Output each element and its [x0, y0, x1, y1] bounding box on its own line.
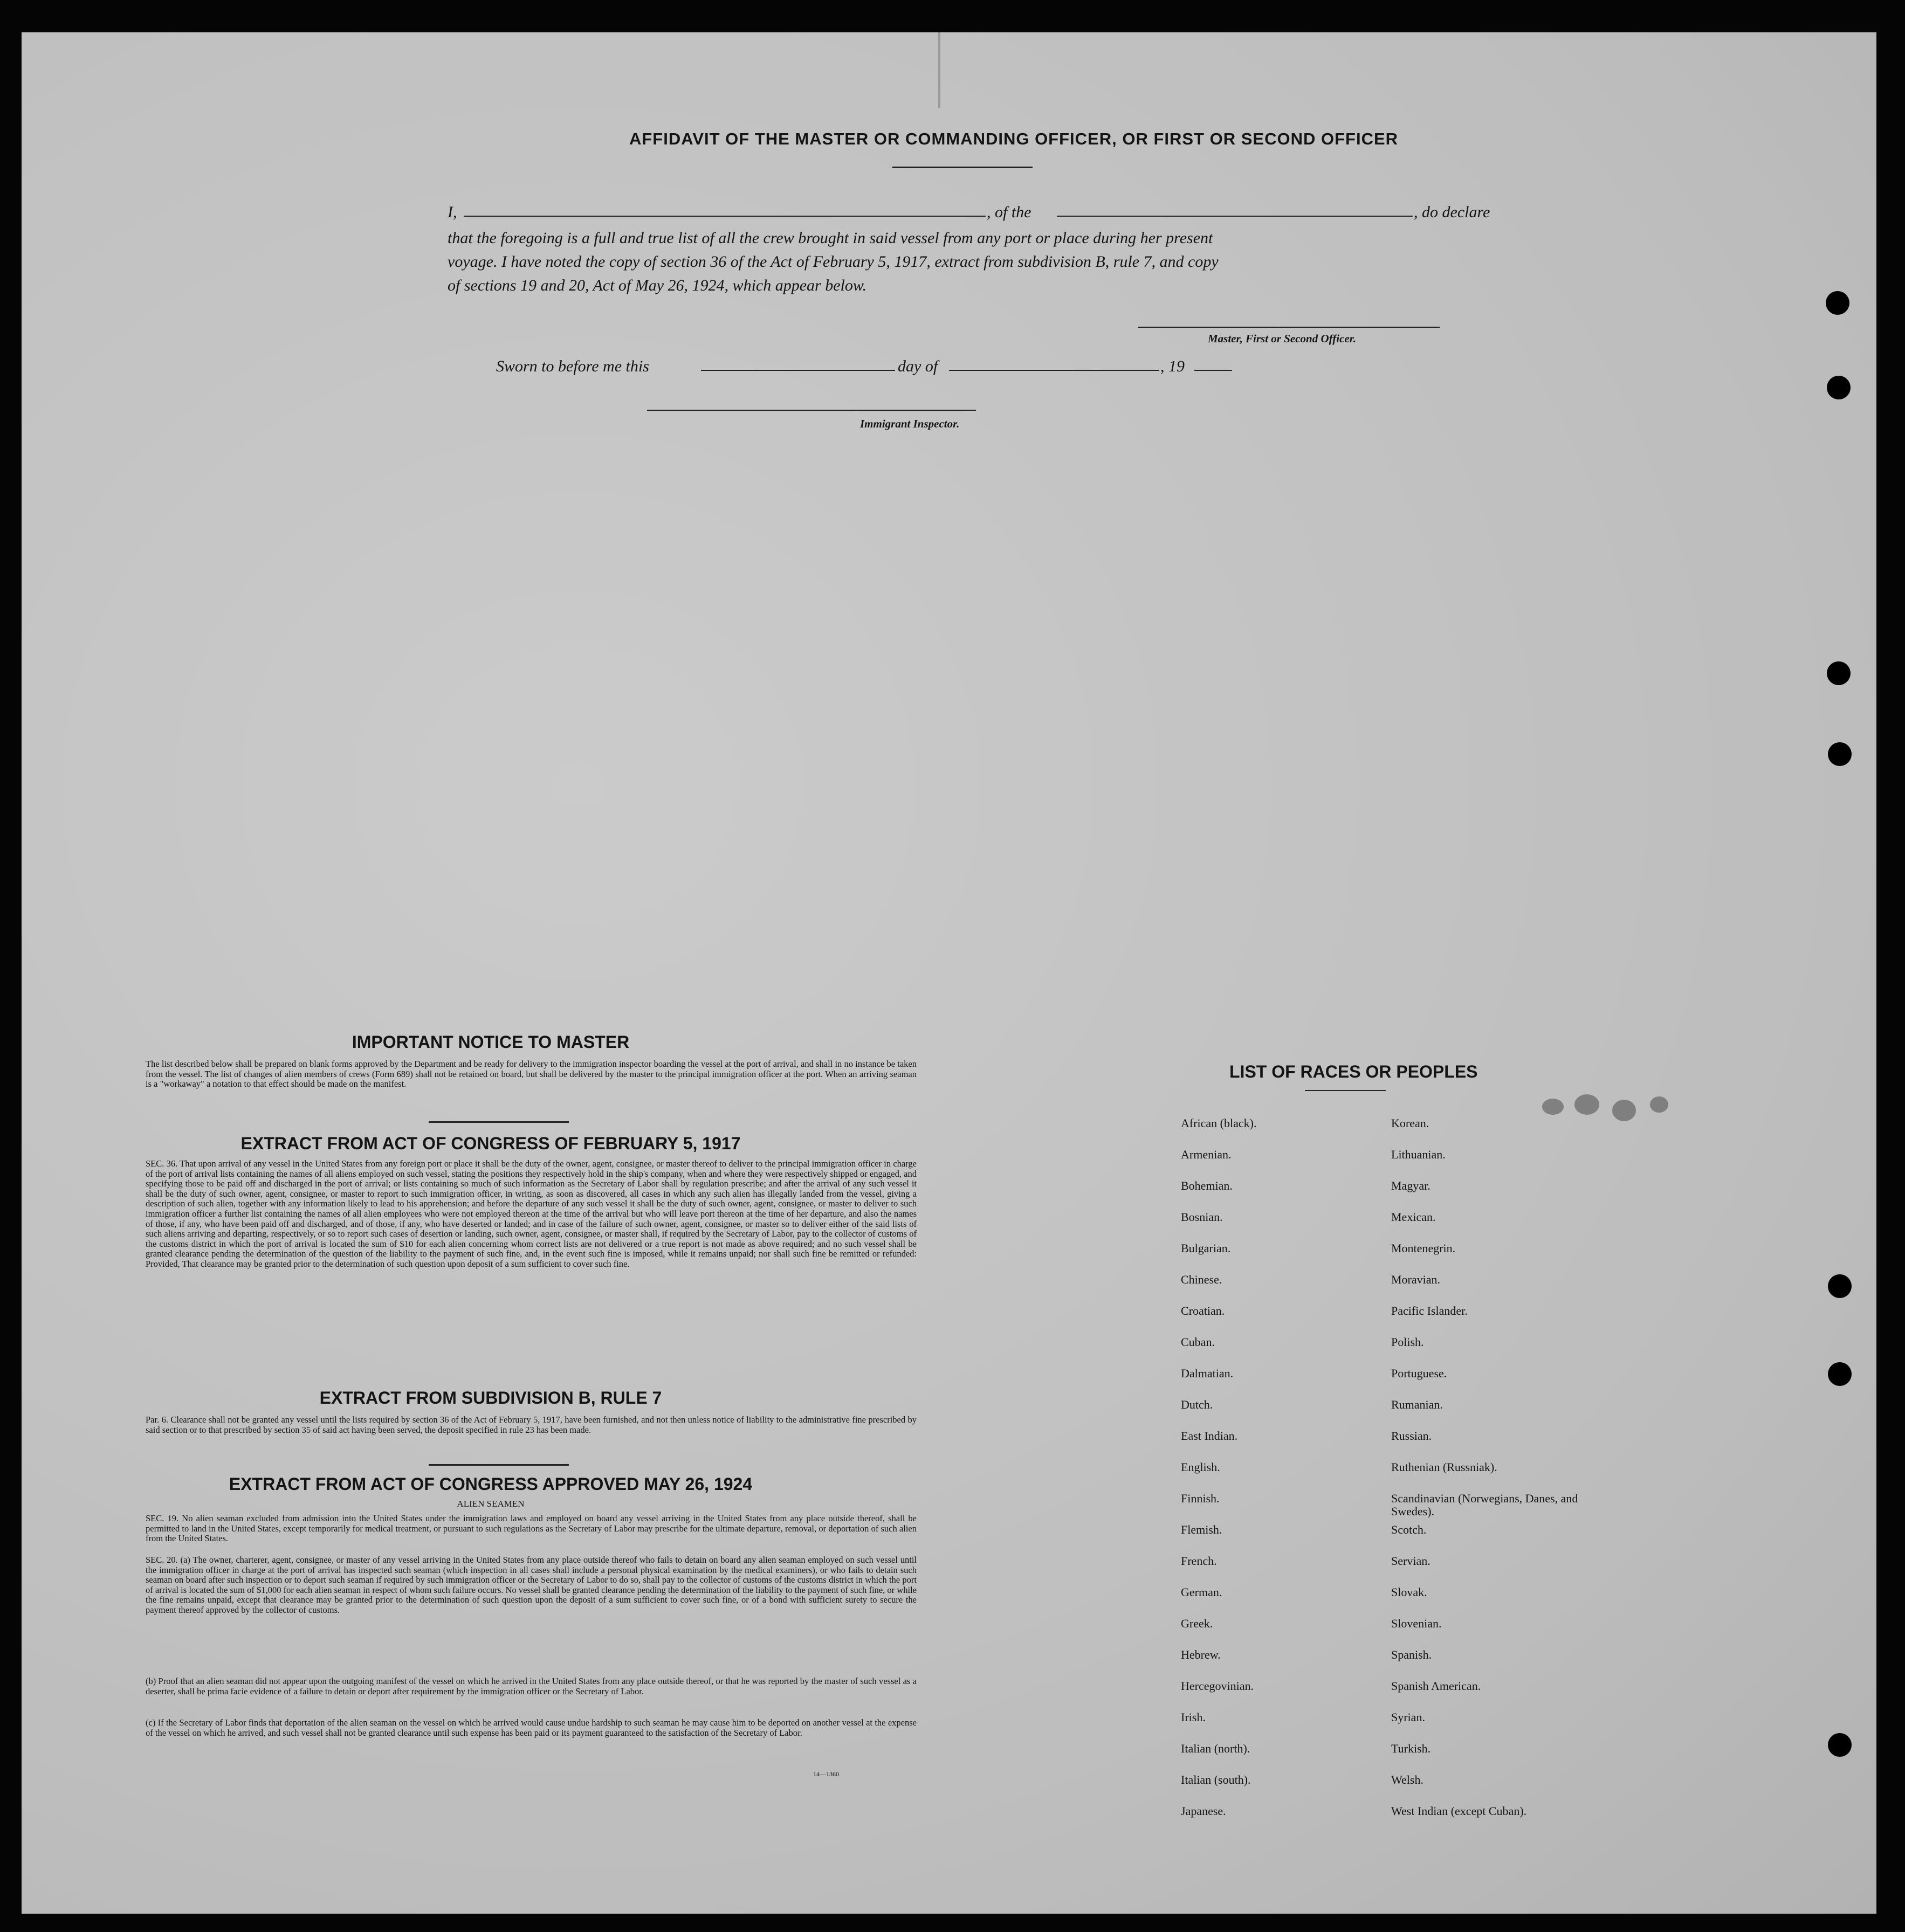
extract-1924-sec20b: (b) Proof that an alien seaman did not appear upon the outgoing manifest of the vessel on which he arrived in the United States from any place outside thereof, or that he was reported by the master of such vessel as a deserter, shall be prima facie evidence of a failure to detain or deport after requirement by the immigration officer or the Secretary of Labor.: [146, 1676, 917, 1696]
binder-hole: [1828, 1733, 1852, 1757]
race-item: Hercegovinian.: [1181, 1679, 1254, 1693]
race-item: Chinese.: [1181, 1273, 1222, 1286]
race-item: Slovak.: [1391, 1585, 1427, 1599]
race-item: Slovenian.: [1391, 1617, 1442, 1630]
title-rule: [892, 167, 1033, 168]
sworn-year-label: , 19: [1160, 357, 1185, 375]
sworn-prefix: Sworn to before me this: [496, 357, 649, 375]
binder-hole: [1827, 661, 1851, 685]
master-label: Master, First or Second Officer.: [1208, 332, 1356, 345]
affidavit-body-line1: that the foregoing is a full and true list of all the crew brought in said vessel from any port or place during her present: [448, 229, 1213, 247]
sworn-month-line: [949, 370, 1159, 371]
race-item: Scotch.: [1391, 1523, 1427, 1536]
race-item: Syrian.: [1391, 1710, 1425, 1724]
race-item: Turkish.: [1391, 1742, 1431, 1755]
race-item: Dutch.: [1181, 1398, 1213, 1411]
race-item: Scandinavian (Norwegians, Danes, and Swedes).: [1391, 1492, 1578, 1518]
race-item: Korean.: [1391, 1116, 1429, 1130]
vessel-blank-line: [1057, 216, 1413, 217]
sworn-day-label: day of: [898, 357, 938, 375]
binder-hole: [1828, 1274, 1852, 1298]
race-item: Irish.: [1181, 1710, 1206, 1724]
extract-1924-sec19: SEC. 19. No alien seaman excluded from admission into the United States under the immigration laws and employed on board any vessel arriving in the United States from any place outside thereof, shall be permitted to land in the United States, except temporarily for medical treatment, or pursuant to such regulations as the Secretary of Labor may prescribe for the ultimate departure, removal, or deportation of such alien from the United States.: [146, 1513, 917, 1544]
declare-end: , do declare: [1414, 203, 1490, 221]
race-item: Rumanian.: [1391, 1398, 1443, 1411]
form-number: 14—1360: [813, 1770, 839, 1778]
race-item: Armenian.: [1181, 1148, 1232, 1161]
race-item: Greek.: [1181, 1617, 1213, 1630]
name-blank-line: [464, 216, 986, 217]
extract-1924-title: EXTRACT FROM ACT OF CONGRESS APPROVED MAY 26, 1924: [229, 1474, 753, 1494]
document-page: [22, 32, 1876, 1914]
race-item: Dalmatian.: [1181, 1367, 1234, 1380]
notice-title: IMPORTANT NOTICE TO MASTER: [352, 1032, 630, 1052]
race-item: Japanese.: [1181, 1804, 1226, 1818]
race-item: Portuguese.: [1391, 1367, 1447, 1380]
race-item: Pacific Islander.: [1391, 1304, 1468, 1317]
race-item: West Indian (except Cuban).: [1391, 1804, 1527, 1818]
sworn-day-line: [701, 370, 895, 371]
affidavit-title: AFFIDAVIT OF THE MASTER OR COMMANDING OFFICER, OR FIRST OR SECOND OFFICER: [629, 129, 1399, 148]
race-item: African (black).: [1181, 1116, 1257, 1130]
race-item: Bohemian.: [1181, 1179, 1233, 1192]
race-item: Bosnian.: [1181, 1210, 1223, 1224]
race-item: Finnish.: [1181, 1492, 1220, 1505]
page-fold: [938, 32, 940, 108]
extract-1924-sec20c: (c) If the Secretary of Labor finds that deportation of the alien seaman on the vessel on which he arrived would cause undue hardship to such seaman he may cause him to be deported on another vessel at the expense of the vessel on which he arrived, and such vessel shall not be granted clearance until such expense has been paid or its payment guaranteed to the satisfaction of the Secretary of Labor.: [146, 1717, 917, 1738]
race-item: Montenegrin.: [1391, 1241, 1456, 1255]
binder-hole: [1828, 1362, 1852, 1386]
race-item: East Indian.: [1181, 1429, 1238, 1443]
sworn-year-line: [1194, 370, 1232, 371]
race-item: Spanish American.: [1391, 1679, 1481, 1693]
race-item: Spanish.: [1391, 1648, 1432, 1661]
inspector-signature-line: [647, 410, 976, 411]
race-item: French.: [1181, 1554, 1217, 1568]
race-item: Flemish.: [1181, 1523, 1222, 1536]
extract-rule7-title: EXTRACT FROM SUBDIVISION B, RULE 7: [319, 1388, 662, 1407]
race-item: Polish.: [1391, 1335, 1424, 1349]
races-title: LIST OF RACES OR PEOPLES: [1229, 1062, 1478, 1081]
binder-hole: [1827, 376, 1851, 399]
race-item: Hebrew.: [1181, 1648, 1221, 1661]
race-item: Ruthenian (Russniak).: [1391, 1460, 1497, 1474]
race-item: Lithuanian.: [1391, 1148, 1446, 1161]
affidavit-body-line3: of sections 19 and 20, Act of May 26, 1924, which appear below.: [448, 277, 867, 294]
inspector-label: Immigrant Inspector.: [860, 417, 960, 430]
race-item: Croatian.: [1181, 1304, 1225, 1317]
binder-hole: [1828, 742, 1852, 766]
notice-rule: [429, 1121, 569, 1123]
race-item: Moravian.: [1391, 1273, 1441, 1286]
race-item: German.: [1181, 1585, 1222, 1599]
ink-stain: [1542, 1089, 1682, 1121]
race-item: Italian (south).: [1181, 1773, 1251, 1786]
race-item: English.: [1181, 1460, 1220, 1474]
affidavit-body-line2: voyage. I have noted the copy of section 36 of the Act of February 5, 1917, extract from subdivision B, rule 7, and copy: [448, 253, 1219, 271]
race-item: Russian.: [1391, 1429, 1432, 1443]
binder-hole: [1826, 291, 1849, 315]
race-item: Italian (north).: [1181, 1742, 1250, 1755]
races-title-rule: [1305, 1090, 1386, 1091]
race-item: Welsh.: [1391, 1773, 1423, 1786]
extract-rule7-text: Par. 6. Clearance shall not be granted any vessel until the lists required by section 36 of the Act of February 5, 1917, have been furnished, and not then unless notice of liability to the administrative fine prescribed by said section or to that prescribed by section 35 of said act having been served, the deposit specified in rule 23 has been made.: [146, 1414, 917, 1435]
rule7-rule: [429, 1464, 569, 1466]
race-item: Magyar.: [1391, 1179, 1431, 1192]
extract-1917-title: EXTRACT FROM ACT OF CONGRESS OF FEBRUARY 5, 1917: [240, 1134, 741, 1153]
race-item: Bulgarian.: [1181, 1241, 1231, 1255]
extract-1917-text: SEC. 36. That upon arrival of any vessel in the United States from any foreign port or place it shall be the duty of the owner, agent, consignee, or master thereof to deliver to the principal immigration officer in charge of the port of arrival lists containing the names of all aliens employed on such vessel, stating the positions they respectively hold in the ship's company, when and where they were respectively shipped or engaged, and specifying those to be paid off and discharged in the port of arrival; or lists containing so much of such information as the Secretary of Labor shall by regulation prescribe; and after the arrival of any such vessel it shall be the duty of such owner, agent, consignee, or master to report to such immigration officer, in writing, as soon as discovered, all cases in which any such alien has illegally landed from the vessel, giving a description of such alien, together with any information likely to lead to his apprehension; and before the departure of any such vessel it shall be the duty of such owner, agent, consignee, or master to deliver to such immigration officer a further list containing the names of all alien employees who were not employed thereon at the time of the arrival but who will leave port thereon at the time of her departure, and also the names of those, if any, who have been paid off and discharged, and of those, if any, who have deserted or landed; and in case of the failure of such owner, agent, consignee, or master so to deliver either of the said lists of such aliens arriving and departing, respectively, or so to report such cases of desertion or landing, such owner, agent, consignee, or master shall, if required by the Secretary of Labor, pay to the collector of customs of the customs district in which the port of arrival is located the sum of $10 for each alien concerning whom correct lists are not delivered or a true report is not made as above required; and no such vessel shall be granted clearance pending the determination of the question of the liability to the payment of such fine, and, in the event such fine is imposed, while it remains unpaid; nor shall such fine be remitted or refunded: Provided, That clearance may be granted prior to the determination of such question upon deposit of a sum sufficient to cover such fine.: [146, 1158, 917, 1269]
race-item: Mexican.: [1391, 1210, 1436, 1224]
race-item: Cuban.: [1181, 1335, 1215, 1349]
declare-i: I,: [448, 203, 457, 221]
extract-1924-sec20a: SEC. 20. (a) The owner, charterer, agent, consignee, or master of any vessel arriving in the United States from any place outside thereof who fails to detain on board any alien seaman employed on such vessel until the immigration officer in charge at the port of arrival has inspected such seaman (which inspection in all cases shall include a personal physical examination by the medical examiners), or who fails to detain such seaman on board after such inspection or to deport such seaman if required by such immigration officer or the Secretary of Labor to do so, shall pay to the collector of customs of the customs district in which the port of arrival is located the sum of $1,000 for each alien seaman in respect of whom such failure occurs. No vessel shall be granted clearance pending the determination of the liability to the payment of such fine, or while the fine remains unpaid, except that clearance may be granted prior to the determination of such question upon the deposit of a sum sufficient to cover such fine, or of a bond with sufficient surety to secure the payment thereof approved by the collector of customs.: [146, 1555, 917, 1615]
extract-1924-subtitle: ALIEN SEAMEN: [457, 1499, 525, 1509]
declare-of-the: , of the: [987, 203, 1031, 221]
notice-text: The list described below shall be prepared on blank forms approved by the Department and be ready for delivery to the immigration inspector boarding the vessel at the port of arrival, and shall in no instance be taken from the vessel. The list of changes of alien members of crews (Form 689) shall not be retained on board, but shall be delivered by the master to the principal immigration officer at the port. When an arriving seaman is a "workaway" a notation to that effect should be made on the manifest.: [146, 1059, 917, 1089]
race-item: Servian.: [1391, 1554, 1431, 1568]
master-signature-line: [1138, 327, 1440, 328]
